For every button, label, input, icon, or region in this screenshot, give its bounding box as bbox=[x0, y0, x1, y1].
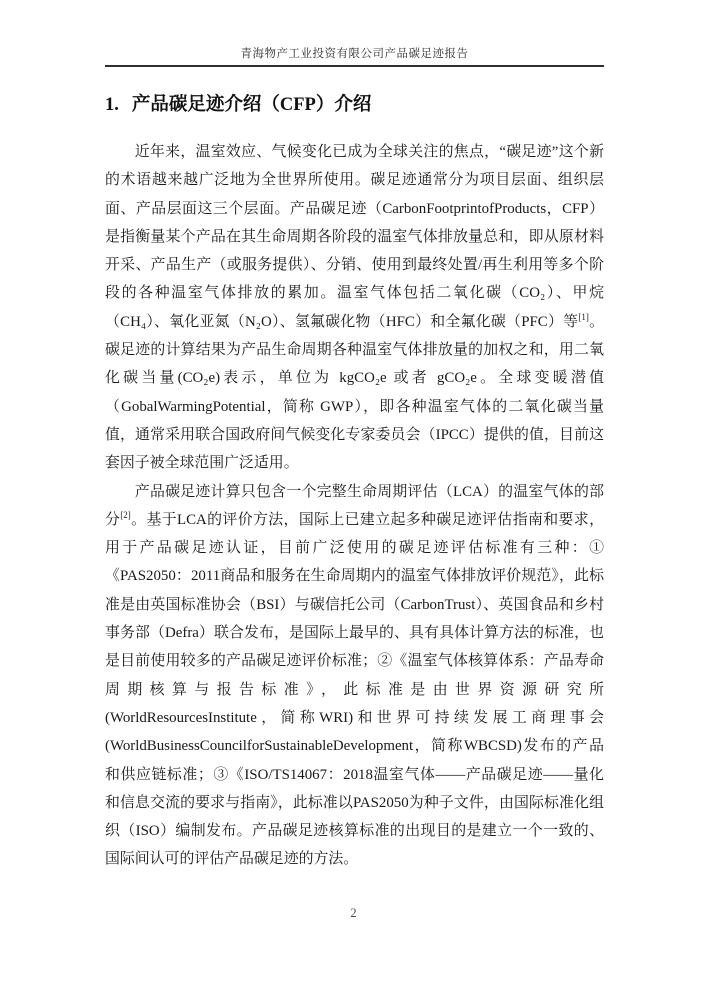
section-number: 1. bbox=[105, 95, 119, 115]
page-content bbox=[105, 0, 604, 874]
page-header bbox=[105, 0, 604, 67]
page-header-title: 青海物产工业投资有限公司产品碳足迹报告 bbox=[240, 48, 469, 60]
paragraph-standards: 产品碳足迹计算只包含一个完整生命周期评估（LCA）的温室气体的部分[2]。基于LCA的评价方法，国际上已建立起多种碳足迹评估指南和要求，用于产品碳足迹认证，目前广泛使用的碳足迹评估标准有三种：①《PAS2050：2011商品和服务在生命周期内的温室气体排放评价规范》，此标准是由英国标准协会（BSI）与碳信托公司（CarbonTrust）、英国食品和乡村事务部（Defra）联合发布，是国际上最早的、具有具体计算方法的标准，也是目前使用较多的产品碳足迹评价标准；②《温室气体核算体系：产品寿命周期核算与报告标准》，此标准是由世界资源研究所(WorldResourcesInstitute，简称WRI)和世界可持续发展工商理事会(WorldBusinessCouncilforSustainableDevelopment，简称WBCSD)发布的产品和供应链标准；③《ISO/TS14067：2018温室气体——产品碳足迹——量化和信息交流的要求与指南》，此标准以PAS2050为种子文件，由国际标准化组织（ISO）编制发布。产品碳足迹核算标准的出现目的是建立一个一致的、国际间认可的评估产品碳足迹的方法。 bbox=[105, 483, 604, 868]
paragraph-intro: 近年来，温室效应、气候变化已成为全球关注的焦点，“碳足迹”这个新的术语越来越广泛地为全世界所使用。碳足迹通常分为项目层面、组织层面、产品层面这三个层面。产品碳足迹（CarbonFootprintofProducts，CFP）是指衡量某个产品在其生命周期各阶段的温室气体排放量总和，即从原材料开采、产品生产（或服务提供）、分销、使用到最终处置/再生利用等多个阶段的各种温室气体排放的累加。温室气体包括二氧化碳（CO₂）、甲烷（CH₄）、氧化亚氮（N₂O）、氢氟碳化物（HFC）和全氟化碳（PFC）等[1]。碳足迹的计算结果为产品生命周期各种温室气体排放量的加权之和，用二氧化碳当量(CO₂e)表示，单位为 kgCO₂e 或者 gCO₂e。全球变暖潜值（GobalWarmingPotential，简称 GWP），即各种温室气体的二氧化碳当量值，通常采用联合国政府间气候变化专家委员会（IPCC）提供的值，目前这套因子被全球范围广泛适用。 bbox=[105, 144, 604, 472]
page-number: 2 bbox=[350, 906, 357, 920]
section-heading bbox=[105, 93, 604, 117]
section-title: 产品碳足迹介绍（CFP）介绍 bbox=[131, 95, 372, 115]
